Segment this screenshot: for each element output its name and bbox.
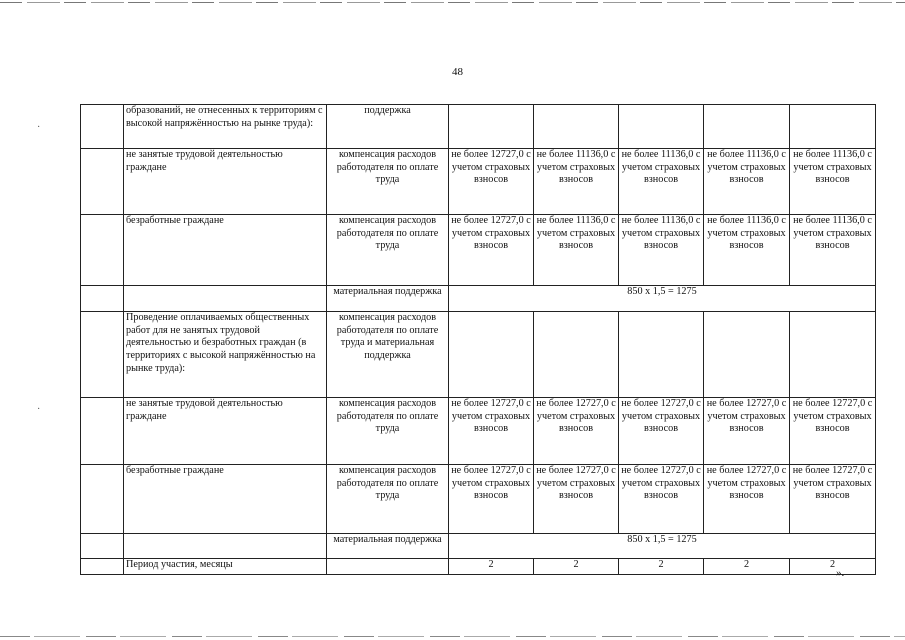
category-cell <box>124 534 327 559</box>
value-cell: не более 12727,0 с учетом страховых взносов <box>449 398 534 465</box>
measure-cell: компенсация расходов работодателя по оплате труда и материальная поддержка <box>327 312 449 398</box>
scan-edge-top <box>0 2 905 3</box>
page-number: 48 <box>452 66 463 78</box>
table-row <box>81 465 876 534</box>
value-cell: не более 11136,0 с учетом страховых взносов <box>790 149 876 215</box>
value-cell: не более 12727,0 с учетом страховых взносов <box>619 465 704 534</box>
value-cell: не более 11136,0 с учетом страховых взносов <box>704 149 790 215</box>
table-row <box>81 105 876 149</box>
period-value: 2 <box>790 559 876 575</box>
scan-edge-bottom <box>0 636 905 637</box>
value-cell: не более 11136,0 с учетом страховых взносов <box>534 149 619 215</box>
closing-quote: ». <box>836 567 845 579</box>
category-cell: Проведение оплачиваемых общественных работ для не занятых трудовой деятельностью и безработных граждан (в территориях с высокой напряжённостью на рынке труда): <box>124 312 327 398</box>
value-cell: не более 12727,0 с учетом страховых взносов <box>704 465 790 534</box>
measure-cell: компенсация расходов работодателя по оплате труда <box>327 215 449 286</box>
data-table <box>80 104 876 575</box>
measure-cell <box>327 559 449 575</box>
measure-cell: компенсация расходов работодателя по оплате труда <box>327 149 449 215</box>
value-cell <box>534 312 619 398</box>
value-cell <box>449 105 534 149</box>
value-cell <box>619 105 704 149</box>
value-cell: не более 11136,0 с учетом страховых взносов <box>619 149 704 215</box>
category-cell: безработные граждане <box>124 215 327 286</box>
value-cell <box>790 105 876 149</box>
merged-value-cell: 850 x 1,5 = 1275 <box>449 286 876 312</box>
value-cell <box>619 312 704 398</box>
leftmost-cell <box>81 105 124 149</box>
value-cell <box>790 312 876 398</box>
value-cell: не более 12727,0 с учетом страховых взносов <box>704 398 790 465</box>
measure-cell: компенсация расходов работодателя по оплате труда <box>327 465 449 534</box>
value-cell <box>704 312 790 398</box>
value-cell: не более 11136,0 с учетом страховых взносов <box>619 215 704 286</box>
table-row <box>81 286 876 312</box>
leftmost-cell <box>81 286 124 312</box>
value-cell: не более 12727,0 с учетом страховых взносов <box>449 149 534 215</box>
period-value: 2 <box>704 559 790 575</box>
period-value: 2 <box>449 559 534 575</box>
category-cell <box>124 286 327 312</box>
measure-cell: материальная поддержка <box>327 534 449 559</box>
table-row <box>81 534 876 559</box>
value-cell: не более 11136,0 с учетом страховых взносов <box>534 215 619 286</box>
value-cell: не более 12727,0 с учетом страховых взносов <box>534 465 619 534</box>
value-cell <box>704 105 790 149</box>
table-row <box>81 312 876 398</box>
value-cell: не более 12727,0 с учетом страховых взносов <box>790 398 876 465</box>
value-cell: не более 12727,0 с учетом страховых взносов <box>619 398 704 465</box>
value-cell <box>534 105 619 149</box>
value-cell: не более 11136,0 с учетом страховых взносов <box>790 215 876 286</box>
measure-cell: компенсация расходов работодателя по оплате труда <box>327 398 449 465</box>
value-cell: не более 12727,0 с учетом страховых взносов <box>449 215 534 286</box>
period-value: 2 <box>619 559 704 575</box>
value-cell: не более 12727,0 с учетом страховых взносов <box>449 465 534 534</box>
measure-cell: поддержка <box>327 105 449 149</box>
leftmost-cell <box>81 149 124 215</box>
table-row-period <box>81 559 876 575</box>
measure-cell: материальная поддержка <box>327 286 449 312</box>
table-row <box>81 149 876 215</box>
leftmost-cell <box>81 559 124 575</box>
margin-mark: · <box>37 122 41 133</box>
value-cell: не более 12727,0 с учетом страховых взносов <box>790 465 876 534</box>
category-cell: не занятые трудовой деятельностью граждане <box>124 398 327 465</box>
leftmost-cell <box>81 312 124 398</box>
period-value: 2 <box>534 559 619 575</box>
category-cell: не занятые трудовой деятельностью граждане <box>124 149 327 215</box>
table-row <box>81 398 876 465</box>
leftmost-cell <box>81 398 124 465</box>
category-cell: безработные граждане <box>124 465 327 534</box>
period-label: Период участия, месяцы <box>124 559 327 575</box>
leftmost-cell <box>81 465 124 534</box>
value-cell: не более 11136,0 с учетом страховых взносов <box>704 215 790 286</box>
value-cell <box>449 312 534 398</box>
leftmost-cell <box>81 534 124 559</box>
merged-value-cell: 850 x 1,5 = 1275 <box>449 534 876 559</box>
margin-mark: · <box>37 404 41 415</box>
category-cell: образований, не отнесенных к территориям с высокой напряжённостью на рынке труда): <box>124 105 327 149</box>
table-row <box>81 215 876 286</box>
leftmost-cell <box>81 215 124 286</box>
value-cell: не более 12727,0 с учетом страховых взносов <box>534 398 619 465</box>
